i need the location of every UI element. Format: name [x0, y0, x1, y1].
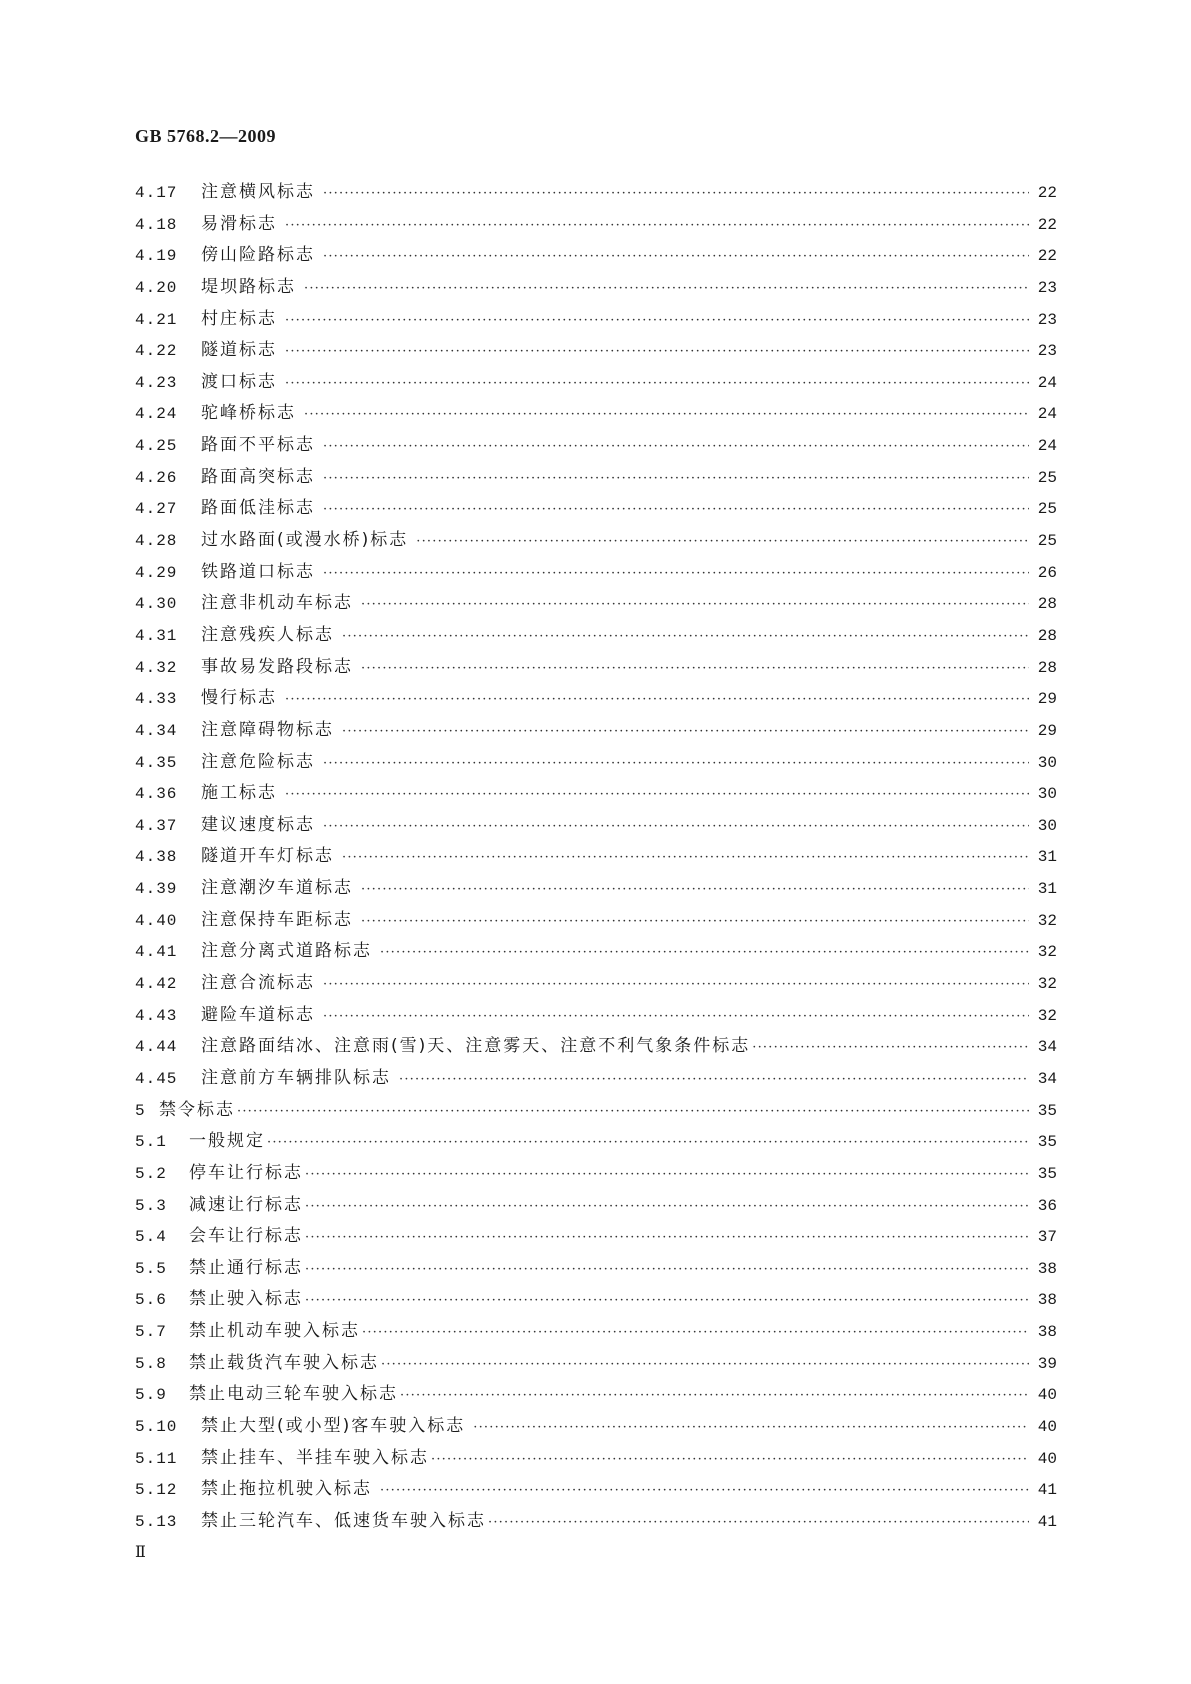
dot-leader	[285, 310, 1029, 332]
toc-entry-page: 36	[1037, 1196, 1057, 1215]
toc-entry-title: 堤坝路标志	[201, 276, 296, 297]
toc-entry-title: 易滑标志	[201, 213, 277, 234]
toc-entry-page: 29	[1037, 721, 1057, 740]
toc-entry	[135, 1352, 1057, 1384]
dot-leader	[342, 721, 1029, 743]
toc-entry-page: 31	[1037, 880, 1057, 899]
toc-entry	[135, 213, 1057, 245]
toc-entry-number: 4.33	[135, 690, 178, 709]
toc-entry-number: 4.41	[135, 943, 178, 962]
dot-leader	[323, 816, 1029, 838]
toc-entry-number: 4.35	[135, 753, 178, 772]
toc-entry	[135, 371, 1057, 403]
toc-entry-title: 事故易发路段标志	[201, 656, 353, 677]
toc-entry	[135, 877, 1057, 909]
toc-entry-number: 4.31	[135, 626, 178, 645]
toc-entry-page: 25	[1037, 468, 1057, 487]
toc-entry	[135, 1099, 1057, 1131]
toc-entry	[135, 1288, 1057, 1320]
dot-leader	[305, 1259, 1029, 1281]
toc-entry-page: 29	[1037, 690, 1057, 709]
toc-entry-number: 5.1	[135, 1133, 167, 1152]
toc-entry-title: 禁止挂车、半挂车驶入标志	[201, 1447, 429, 1468]
toc-entry-page: 25	[1037, 532, 1057, 551]
toc-entry-page: 23	[1037, 342, 1057, 361]
toc-entry	[135, 687, 1057, 719]
toc-entry-page: 32	[1037, 943, 1057, 962]
toc-entry-title: 注意合流标志	[201, 973, 315, 994]
dot-leader	[285, 373, 1029, 395]
page-number-footer: Ⅱ	[135, 1544, 146, 1561]
toc-entry-title: 注意保持车距标志	[201, 909, 353, 930]
dot-leader	[304, 278, 1029, 300]
toc-entry-number: 4.23	[135, 373, 178, 392]
toc-entry-page: 41	[1037, 1512, 1057, 1531]
toc-entry-number: 4.42	[135, 975, 178, 994]
dot-leader	[285, 689, 1029, 711]
dot-leader	[323, 499, 1029, 521]
dot-leader	[323, 468, 1029, 490]
toc-entry-title: 注意路面结冰、注意雨(雪)天、注意雾天、注意不利气象条件标志	[201, 1036, 751, 1057]
toc-entry-number: 4.29	[135, 563, 178, 582]
dot-leader	[488, 1512, 1029, 1534]
toc-entry-title: 注意非机动车标志	[201, 593, 353, 614]
toc-entry-number: 4.34	[135, 721, 178, 740]
toc-entry-page: 28	[1037, 626, 1057, 645]
toc-entry-title: 施工标志	[201, 783, 277, 804]
toc-entry-title: 驼峰桥标志	[201, 403, 296, 424]
toc-entry-title: 禁令标志	[159, 1099, 235, 1120]
toc-entry-page: 41	[1037, 1481, 1057, 1500]
toc-entry	[135, 972, 1057, 1004]
toc-entry-title: 傍山险路标志	[201, 245, 315, 266]
toc-entry-title: 禁止驶入标志	[189, 1289, 303, 1310]
standard-number: GB 5768.2—2009	[135, 126, 277, 146]
dot-leader	[399, 1069, 1029, 1091]
toc-entry-number: 4.20	[135, 278, 178, 297]
toc-entry-number: 5.6	[135, 1291, 167, 1310]
toc-entry	[135, 1383, 1057, 1415]
dot-leader	[237, 1101, 1029, 1123]
toc-entry-page: 31	[1037, 848, 1057, 867]
toc-entry	[135, 940, 1057, 972]
toc-entry-page: 26	[1037, 563, 1057, 582]
toc-entry-title: 停车让行标志	[189, 1162, 303, 1183]
toc-entry	[135, 909, 1057, 941]
toc-entry-page: 40	[1037, 1386, 1057, 1405]
toc-entry	[135, 719, 1057, 751]
toc-entry-page: 22	[1037, 247, 1057, 266]
toc-entry	[135, 244, 1057, 276]
toc-entry-number: 4.39	[135, 880, 178, 899]
dot-leader	[305, 1227, 1029, 1249]
dot-leader	[342, 847, 1029, 869]
dot-leader	[342, 626, 1029, 648]
toc-entry	[135, 1447, 1057, 1479]
toc-entry-number: 4.45	[135, 1069, 178, 1088]
toc-entry-page: 23	[1037, 278, 1057, 297]
dot-leader	[473, 1417, 1029, 1439]
toc-entry	[135, 592, 1057, 624]
toc-entry-title: 渡口标志	[201, 371, 277, 392]
toc-entry-number: 4.28	[135, 532, 178, 551]
toc-entry-page: 38	[1037, 1259, 1057, 1278]
dot-leader	[323, 753, 1029, 775]
dot-leader	[381, 1354, 1029, 1376]
toc-entry-title: 隧道标志	[201, 340, 277, 361]
dot-leader	[361, 658, 1029, 680]
toc-entry-page: 34	[1037, 1038, 1057, 1057]
dot-leader	[323, 1006, 1029, 1028]
toc-entry-number: 4.37	[135, 816, 178, 835]
toc-entry	[135, 751, 1057, 783]
dot-leader	[323, 246, 1029, 268]
toc-entry-page: 37	[1037, 1228, 1057, 1247]
toc-entry	[135, 1478, 1057, 1510]
toc-entry-page: 39	[1037, 1354, 1057, 1373]
toc-entry-number: 5.5	[135, 1259, 167, 1278]
dot-leader	[416, 531, 1029, 553]
toc-entry-title: 路面不平标志	[201, 435, 315, 456]
toc-entry	[135, 1035, 1057, 1067]
toc-entry-number: 5	[135, 1101, 146, 1120]
toc-entry	[135, 339, 1057, 371]
toc-entry-title: 禁止拖拉机驶入标志	[201, 1479, 372, 1500]
dot-leader	[380, 1480, 1029, 1502]
toc-entry-number: 5.4	[135, 1228, 167, 1247]
toc-entry	[135, 561, 1057, 593]
toc-entry-title: 注意横风标志	[201, 182, 315, 202]
toc-entry-title: 避险车道标志	[201, 1004, 315, 1025]
toc-entry-title: 减速让行标志	[189, 1194, 303, 1215]
toc-entry-number: 4.22	[135, 342, 178, 361]
toc-entry-number: 4.25	[135, 437, 178, 456]
toc-entry-page: 30	[1037, 785, 1057, 804]
toc-entry-number: 4.38	[135, 848, 178, 867]
toc-entry-title: 隧道开车灯标志	[201, 846, 334, 867]
toc-entry-number: 4.32	[135, 658, 178, 677]
toc-entry	[135, 1257, 1057, 1289]
dot-leader	[285, 784, 1029, 806]
toc-entry-page: 35	[1037, 1133, 1057, 1152]
toc-entry-title: 注意残疾人标志	[201, 624, 334, 645]
toc-entry-title: 会车让行标志	[189, 1226, 303, 1247]
dot-leader	[285, 341, 1029, 363]
toc-entry-title: 禁止通行标志	[189, 1257, 303, 1278]
toc-entry-title: 建议速度标志	[201, 814, 315, 835]
toc-entry-title: 注意前方车辆排队标志	[201, 1067, 391, 1088]
toc-entry	[135, 1162, 1057, 1194]
toc-entry-page: 22	[1037, 184, 1057, 202]
dot-leader	[362, 1322, 1029, 1344]
toc-entry-number: 4.30	[135, 595, 178, 614]
toc-entry-page: 28	[1037, 658, 1057, 677]
toc-entry	[135, 1067, 1057, 1099]
toc-entry-number: 5.12	[135, 1481, 178, 1500]
dot-leader	[323, 436, 1029, 458]
toc-entry	[135, 402, 1057, 434]
toc-entry	[135, 181, 1057, 213]
toc-entry-title: 注意分离式道路标志	[201, 941, 372, 962]
toc-entry-title: 禁止机动车驶入标志	[189, 1321, 360, 1342]
toc-entry-title: 禁止载货汽车驶入标志	[189, 1352, 379, 1373]
toc-entry	[135, 782, 1057, 814]
toc-entry-page: 24	[1037, 373, 1057, 392]
toc-entry-number: 4.19	[135, 247, 178, 266]
dot-leader	[323, 563, 1029, 585]
toc-entry	[135, 1194, 1057, 1226]
dot-leader	[267, 1132, 1029, 1154]
toc-entry-page: 23	[1037, 310, 1057, 329]
toc-entry-number: 5.13	[135, 1512, 178, 1531]
toc-entry-title: 禁止三轮汽车、低速货车驶入标志	[201, 1510, 486, 1531]
toc-entry-number: 4.40	[135, 911, 178, 930]
toc-entry-page: 30	[1037, 816, 1057, 835]
toc-entry-title: 禁止电动三轮车驶入标志	[189, 1384, 398, 1405]
toc-entry-title: 路面高突标志	[201, 466, 315, 487]
toc-entry-number: 4.43	[135, 1006, 178, 1025]
toc-entry-page: 32	[1037, 1006, 1057, 1025]
toc-entry-number: 4.36	[135, 785, 178, 804]
toc-entry	[135, 434, 1057, 466]
toc-entry	[135, 308, 1057, 340]
toc-entry-number: 5.7	[135, 1323, 167, 1342]
toc-entry	[135, 845, 1057, 877]
toc-entry-number: 5.3	[135, 1196, 167, 1215]
toc-entry	[135, 1415, 1057, 1447]
dot-leader	[380, 942, 1029, 964]
toc-entry-number: 5.9	[135, 1386, 167, 1405]
toc-entry-number: 4.27	[135, 500, 178, 519]
dot-leader	[305, 1290, 1029, 1312]
toc-entry-page: 32	[1037, 911, 1057, 930]
toc-entry	[135, 276, 1057, 308]
dot-leader	[305, 1164, 1029, 1186]
toc-entry-page: 38	[1037, 1323, 1057, 1342]
toc-entry-title: 注意潮汐车道标志	[201, 878, 353, 899]
toc-entry-page: 28	[1037, 595, 1057, 614]
toc-entry-page: 32	[1037, 975, 1057, 994]
toc-entry-page: 40	[1037, 1449, 1057, 1468]
toc-entry-page: 35	[1037, 1101, 1057, 1120]
table-of-contents	[135, 181, 1057, 1542]
toc-entry	[135, 624, 1057, 656]
dot-leader	[400, 1385, 1029, 1407]
dot-leader	[323, 183, 1029, 205]
toc-entry-title: 禁止大型(或小型)客车驶入标志	[201, 1415, 466, 1436]
toc-entry-page: 34	[1037, 1069, 1057, 1088]
toc-entry-number: 5.2	[135, 1164, 167, 1183]
dot-leader	[304, 404, 1029, 426]
toc-entry-title: 铁路道口标志	[201, 561, 315, 582]
toc-entry-page: 38	[1037, 1291, 1057, 1310]
toc-entry-title: 注意障碍物标志	[201, 719, 334, 740]
toc-entry	[135, 466, 1057, 498]
dot-leader	[305, 1196, 1029, 1218]
dot-leader	[361, 911, 1029, 933]
toc-entry-number: 4.17	[135, 184, 178, 202]
toc-entry-number: 5.10	[135, 1417, 178, 1436]
toc-entry-title: 路面低洼标志	[201, 498, 315, 519]
toc-entry-number: 5.11	[135, 1449, 178, 1468]
dot-leader	[752, 1037, 1029, 1059]
dot-leader	[431, 1449, 1029, 1471]
dot-leader	[361, 879, 1029, 901]
toc-entry-title: 过水路面(或漫水桥)标志	[201, 530, 409, 551]
toc-entry-page: 22	[1037, 215, 1057, 234]
toc-entry-page: 30	[1037, 753, 1057, 772]
toc-entry-title: 村庄标志	[201, 308, 277, 329]
toc-entry-number: 4.21	[135, 310, 178, 329]
toc-entry-title: 注意危险标志	[201, 751, 315, 772]
toc-entry	[135, 1004, 1057, 1036]
toc-entry	[135, 656, 1057, 688]
toc-entry-number: 4.18	[135, 215, 178, 234]
dot-leader	[285, 215, 1029, 237]
toc-entry-title: 慢行标志	[201, 688, 277, 709]
toc-entry-title: 一般规定	[189, 1131, 265, 1152]
toc-entry	[135, 1130, 1057, 1162]
toc-entry-number: 4.26	[135, 468, 178, 487]
dot-leader	[361, 594, 1029, 616]
toc-entry-page: 24	[1037, 437, 1057, 456]
toc-entry-page: 25	[1037, 500, 1057, 519]
toc-entry-page: 35	[1037, 1164, 1057, 1183]
toc-entry-page: 40	[1037, 1417, 1057, 1436]
toc-entry	[135, 497, 1057, 529]
toc-entry-number: 4.44	[135, 1038, 178, 1057]
toc-entry	[135, 814, 1057, 846]
toc-entry-page: 24	[1037, 405, 1057, 424]
toc-entry-number: 5.8	[135, 1354, 167, 1373]
dot-leader	[323, 974, 1029, 996]
toc-entry	[135, 1225, 1057, 1257]
toc-entry	[135, 1510, 1057, 1542]
toc-entry	[135, 529, 1057, 561]
toc-entry	[135, 1320, 1057, 1352]
toc-entry-number: 4.24	[135, 405, 178, 424]
